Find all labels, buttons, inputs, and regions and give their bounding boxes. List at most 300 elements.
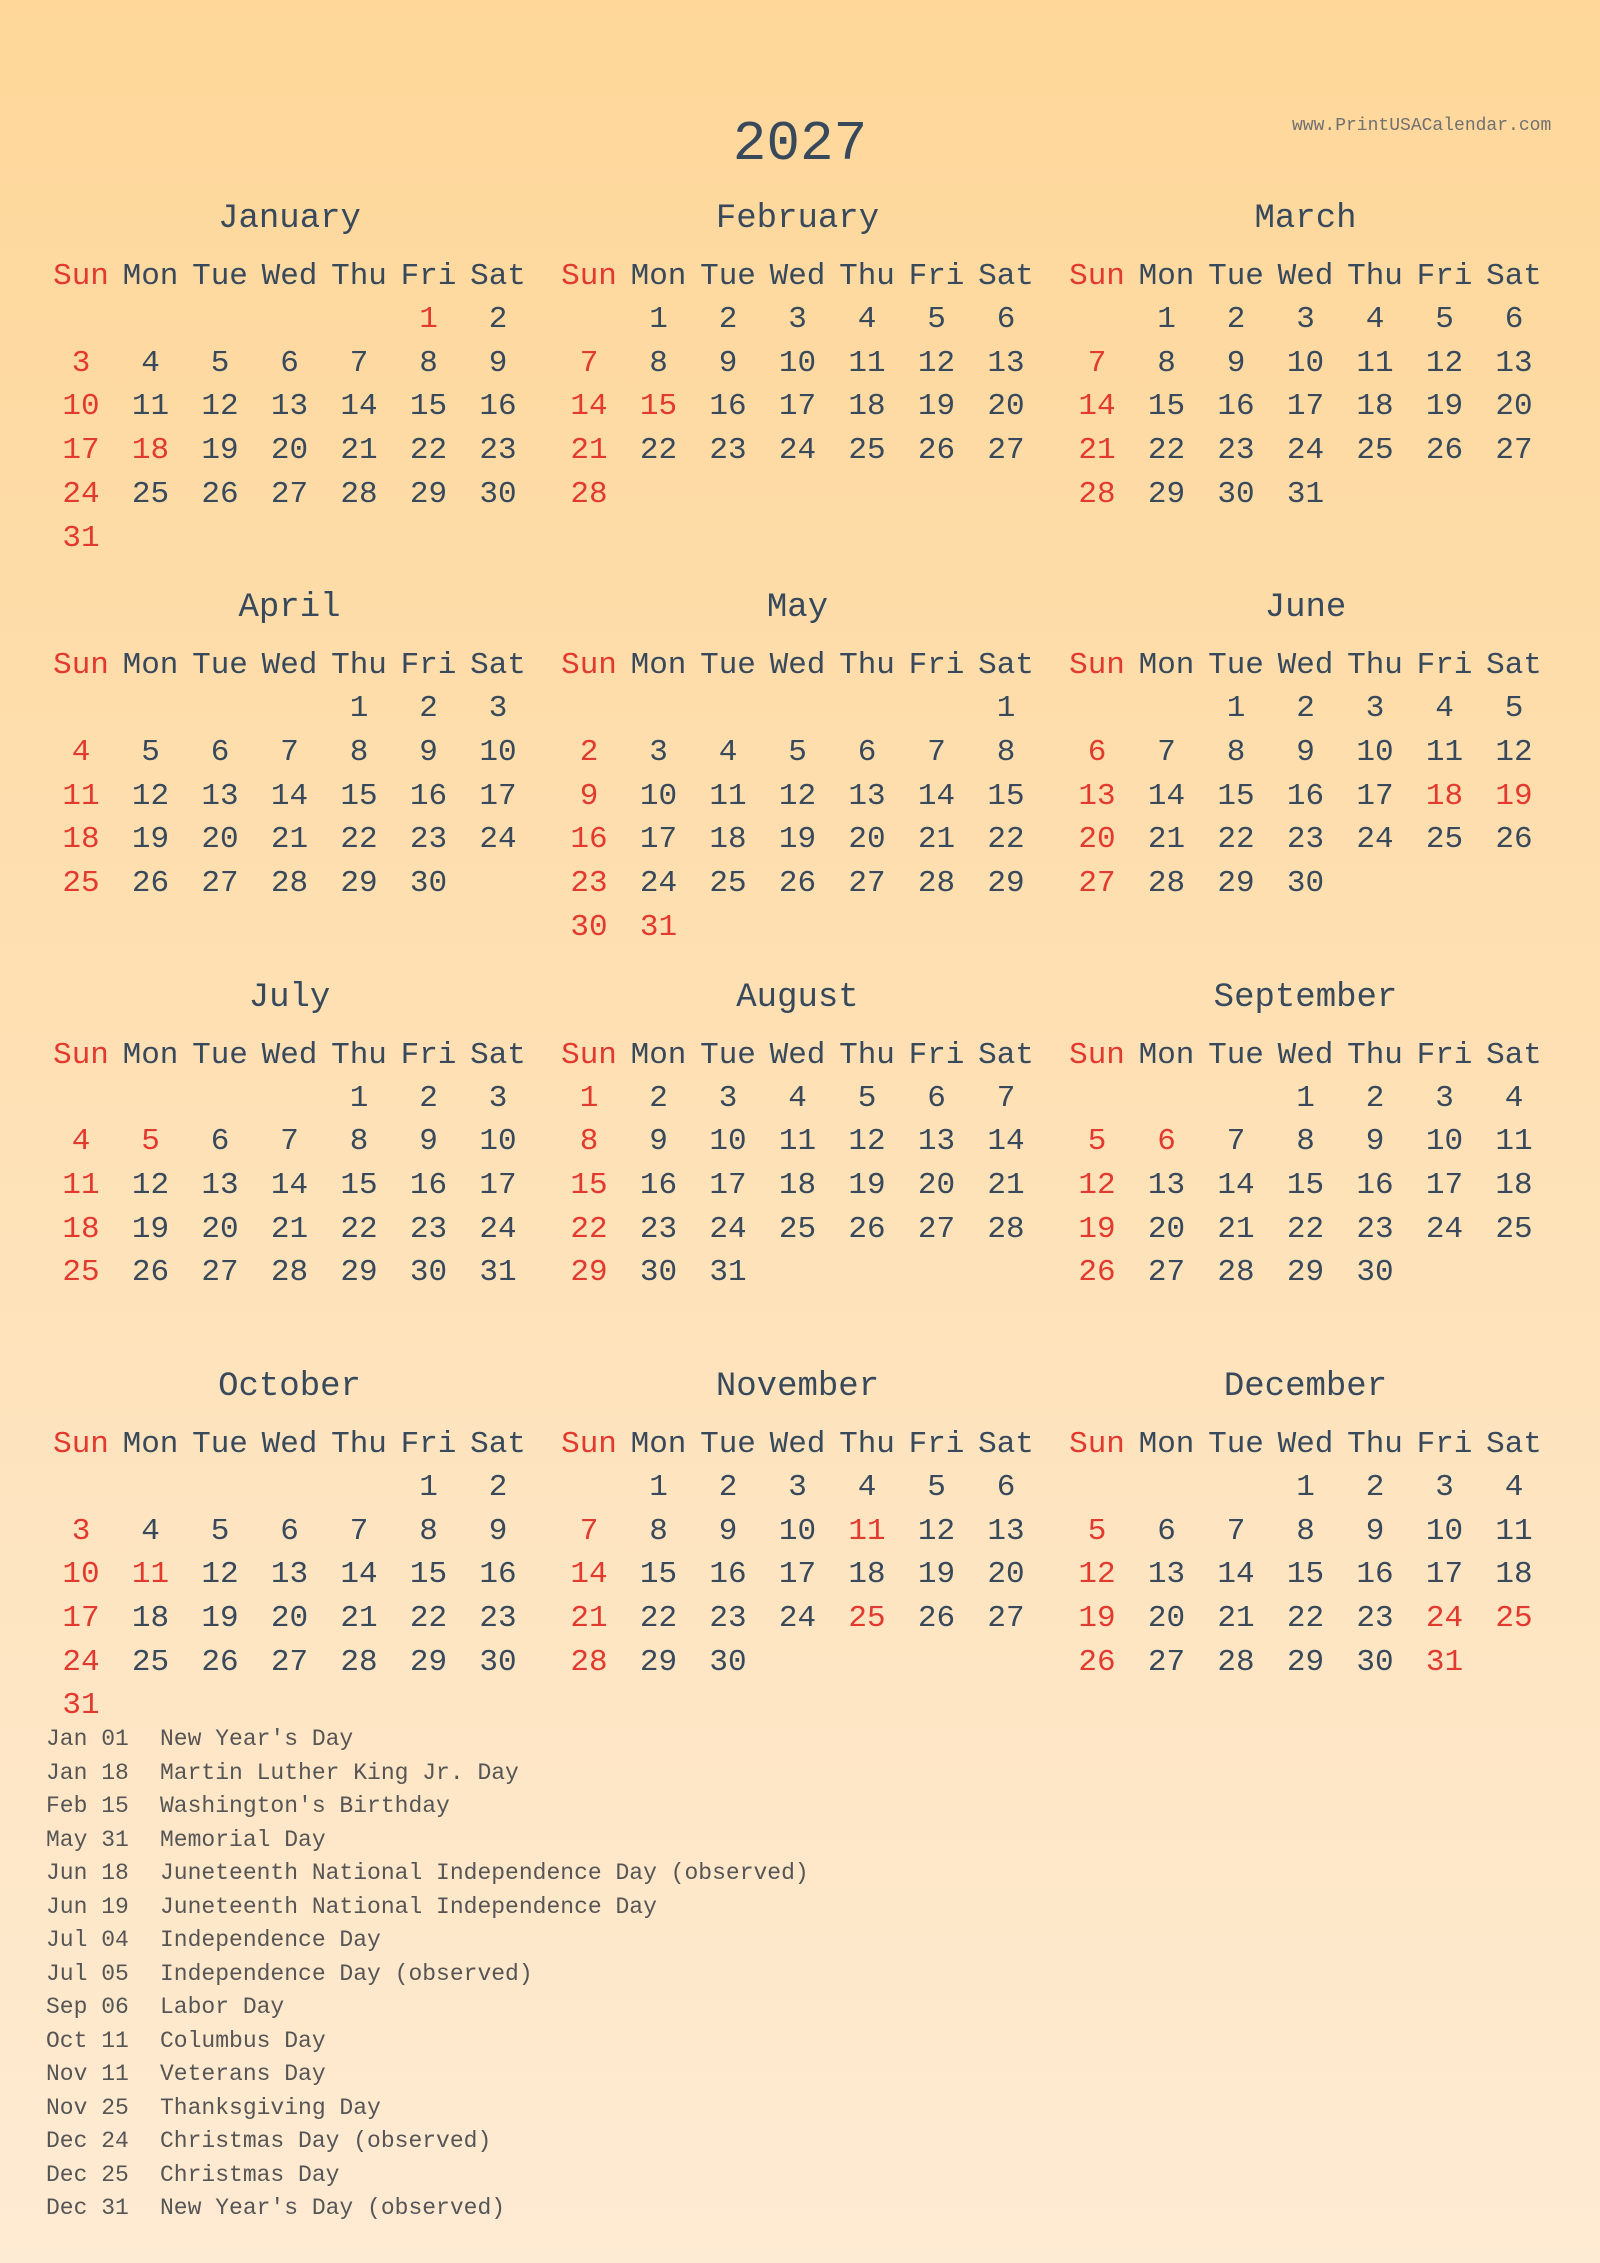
day-cell: 11: [131, 389, 170, 425]
day-cell: 6: [927, 1080, 946, 1116]
day-cell: 11: [709, 778, 747, 814]
weekday-header-fri: Fri: [1416, 1037, 1473, 1073]
weekday-header-sun: Sun: [53, 1426, 109, 1462]
day-cell: 21: [570, 433, 608, 469]
day-cell: 15: [1217, 778, 1255, 814]
day-cell: 10: [1425, 1513, 1464, 1549]
holiday-item: [46, 1724, 926, 1754]
day-cell: 20: [987, 1557, 1025, 1593]
day-cell: 19: [778, 822, 817, 858]
day-cell: 16: [709, 389, 747, 425]
month-october: [46, 1367, 533, 1724]
day-cell: 3: [488, 691, 508, 727]
day-cell: 14: [1217, 1557, 1255, 1593]
day-cell: 21: [1217, 1600, 1255, 1636]
day-cell: 15: [987, 778, 1025, 814]
day-cell: 26: [917, 433, 956, 469]
weekday-header-fri: Fri: [908, 259, 965, 294]
day-cell: 10: [62, 1557, 100, 1593]
day-cell: 21: [340, 433, 378, 469]
day-cell: 20: [201, 1211, 239, 1247]
day-cell: 4: [141, 345, 160, 381]
weekday-header-sun: Sun: [561, 259, 617, 294]
day-cell: 30: [1356, 1255, 1394, 1291]
day-cell: 5: [857, 1080, 877, 1116]
day-cell: 22: [340, 822, 378, 858]
weekday-header-fri: Fri: [400, 1037, 457, 1073]
day-cell: 28: [1217, 1644, 1255, 1680]
day-cell: 31: [62, 520, 100, 556]
day-cell: 13: [201, 1167, 239, 1203]
weekday-header-thu: Thu: [839, 1037, 895, 1073]
weekday-header-sat: Sat: [1486, 648, 1542, 684]
weekday-header-wed: Wed: [769, 648, 826, 684]
day-cell: 10: [709, 1124, 747, 1160]
day-cell: 9: [1226, 345, 1246, 381]
day-cell: 28: [1217, 1255, 1255, 1291]
day-cell: 25: [131, 476, 170, 512]
day-cell: 20: [1078, 822, 1116, 858]
day-cell: 2: [579, 734, 599, 770]
day-cell: 2: [1226, 302, 1246, 337]
holiday-date: Dec 31: [46, 2195, 129, 2221]
month-december: [1062, 1367, 1549, 1707]
day-cell: 16: [570, 822, 608, 858]
day-cell: 12: [1078, 1167, 1116, 1203]
day-cell: 3: [788, 1469, 807, 1505]
holiday-date: Jan 18: [46, 1759, 129, 1786]
day-cell: 17: [479, 1167, 517, 1203]
day-cell: 12: [131, 1167, 170, 1203]
day-cell: 12: [1495, 734, 1533, 770]
day-cell: 30: [409, 866, 448, 902]
day-cell: 16: [1356, 1167, 1394, 1203]
day-cell: 20: [987, 389, 1025, 425]
holiday-name: Independence Day: [160, 1927, 381, 1953]
month-may: [554, 588, 1041, 945]
day-cell: 27: [1078, 866, 1116, 902]
day-cell: 5: [1435, 302, 1454, 337]
day-cell: 17: [1356, 778, 1394, 814]
day-cell: 16: [479, 1557, 517, 1593]
day-cell: 12: [1425, 345, 1464, 381]
day-cell: 21: [270, 822, 309, 858]
weekday-header-tue: Tue: [700, 1037, 756, 1073]
day-cell: 28: [270, 1255, 309, 1291]
weekday-header-thu: Thu: [1347, 259, 1403, 294]
day-cell: 15: [409, 1557, 448, 1593]
day-cell: 23: [709, 433, 747, 469]
day-cell: 29: [1286, 1644, 1325, 1680]
day-cell: 24: [709, 1211, 747, 1247]
day-cell: 3: [788, 302, 807, 337]
day-cell: 15: [570, 1167, 608, 1203]
day-cell: 31: [709, 1255, 747, 1291]
day-cell: 19: [1078, 1600, 1116, 1636]
weekday-header-sat: Sat: [470, 259, 526, 294]
day-cell: 1: [419, 1469, 438, 1505]
day-cell: 4: [857, 1469, 877, 1505]
day-cell: 18: [778, 1167, 817, 1203]
day-cell: 28: [1147, 866, 1186, 902]
day-cell: 4: [1504, 1469, 1524, 1505]
day-cell: 16: [1286, 778, 1325, 814]
day-cell: 5: [788, 734, 807, 770]
day-cell: 11: [1495, 1124, 1533, 1160]
day-cell: 1: [1226, 691, 1246, 727]
month-title: November: [715, 1367, 880, 1406]
day-cell: 2: [1365, 1469, 1385, 1505]
weekday-header-tue: Tue: [192, 1037, 248, 1073]
day-cell: 24: [1356, 822, 1394, 858]
day-cell: 10: [1286, 345, 1325, 381]
day-cell: 18: [1425, 778, 1464, 814]
weekday-header-fri: Fri: [908, 1426, 965, 1462]
day-cell: 7: [1226, 1513, 1246, 1549]
weekday-header-tue: Tue: [192, 1426, 248, 1462]
day-cell: 4: [1504, 1080, 1524, 1116]
holiday-date: Feb 15: [46, 1793, 129, 1819]
day-cell: 24: [1286, 433, 1325, 469]
day-cell: 26: [1078, 1644, 1116, 1680]
month-january: [46, 199, 533, 556]
day-cell: 10: [778, 345, 817, 381]
day-cell: 10: [62, 389, 100, 425]
day-cell: 12: [201, 1557, 239, 1593]
weekday-header-sun: Sun: [53, 648, 109, 684]
day-cell: 18: [131, 433, 170, 469]
holiday-name: New Year's Day: [160, 1726, 354, 1752]
holiday-name: Veterans Day: [160, 2061, 326, 2087]
day-cell: 23: [639, 1211, 678, 1247]
day-cell: 13: [201, 778, 239, 814]
holiday-date: Jul 04: [46, 1927, 129, 1953]
day-cell: 28: [570, 1644, 608, 1680]
weekday-header-fri: Fri: [400, 1426, 457, 1462]
weekday-header-wed: Wed: [261, 1037, 318, 1073]
day-cell: 13: [270, 389, 309, 425]
day-cell: 23: [409, 1211, 448, 1247]
day-cell: 5: [141, 1124, 160, 1160]
day-cell: 14: [1147, 778, 1186, 814]
day-cell: 1: [419, 302, 438, 337]
day-cell: 9: [1365, 1124, 1385, 1160]
day-cell: 18: [848, 389, 886, 425]
weekday-header-thu: Thu: [1347, 648, 1403, 684]
day-cell: 17: [778, 1557, 817, 1593]
day-cell: 29: [639, 1644, 678, 1680]
year-title: 2027: [732, 112, 868, 176]
holiday-date: Sep 06: [46, 1994, 129, 2020]
day-cell: 19: [1495, 778, 1533, 814]
day-cell: 16: [479, 389, 517, 425]
day-cell: 1: [349, 691, 369, 727]
day-cell: 19: [131, 1211, 170, 1247]
day-cell: 17: [479, 778, 517, 814]
holiday-date: Dec 25: [46, 2161, 129, 2188]
weekday-header-sat: Sat: [1486, 1037, 1542, 1073]
holiday-date: May 31: [46, 1826, 129, 1853]
weekday-header-tue: Tue: [1208, 1037, 1264, 1073]
weekday-header-sat: Sat: [1486, 259, 1542, 294]
weekday-header-mon: Mon: [122, 1426, 179, 1462]
day-cell: 23: [1286, 822, 1325, 858]
day-cell: 11: [62, 778, 100, 814]
day-cell: 20: [917, 1167, 956, 1203]
day-cell: 3: [71, 1513, 91, 1549]
weekday-header-mon: Mon: [1138, 1426, 1195, 1462]
day-cell: 28: [340, 476, 378, 512]
day-cell: 9: [579, 778, 599, 814]
day-cell: 17: [62, 433, 100, 469]
day-cell: 21: [987, 1167, 1025, 1203]
day-cell: 5: [210, 345, 230, 381]
weekday-header-thu: Thu: [839, 1426, 895, 1462]
holiday-date: Jan 01: [46, 1726, 129, 1752]
day-cell: 6: [1157, 1124, 1176, 1160]
day-cell: 7: [927, 734, 946, 770]
month-april: [46, 588, 533, 928]
weekday-header-thu: Thu: [331, 1037, 387, 1073]
day-cell: 6: [1157, 1513, 1176, 1549]
day-cell: 30: [639, 1255, 678, 1291]
weekday-header-sat: Sat: [470, 648, 526, 684]
day-cell: 11: [1495, 1513, 1533, 1549]
day-cell: 25: [1425, 822, 1464, 858]
day-cell: 26: [1425, 433, 1464, 469]
day-cell: 6: [280, 1513, 299, 1549]
day-cell: 25: [1495, 1600, 1533, 1636]
month-title: April: [238, 589, 341, 628]
day-cell: 9: [718, 1513, 738, 1549]
day-cell: 8: [1296, 1513, 1315, 1549]
day-cell: 8: [349, 1124, 369, 1160]
day-cell: 8: [996, 734, 1016, 770]
day-cell: 5: [1504, 691, 1524, 727]
day-cell: 19: [201, 433, 239, 469]
holiday-item: [46, 2160, 926, 2190]
holiday-name: Labor Day: [160, 1994, 285, 2020]
day-cell: 7: [280, 1124, 299, 1160]
website-url: www.PrintUSACalendar.com: [1292, 116, 1552, 136]
holiday-item: [46, 2093, 926, 2123]
day-cell: 22: [639, 433, 678, 469]
weekday-header-fri: Fri: [400, 259, 457, 294]
day-cell: 22: [1217, 822, 1255, 858]
day-cell: 12: [131, 778, 170, 814]
weekday-header-wed: Wed: [769, 1037, 826, 1073]
day-cell: 25: [848, 1600, 886, 1636]
day-cell: 15: [1286, 1557, 1325, 1593]
day-cell: 11: [848, 345, 886, 381]
day-cell: 24: [778, 433, 817, 469]
weekday-header-wed: Wed: [1277, 1037, 1334, 1073]
day-cell: 7: [349, 1513, 369, 1549]
day-cell: 12: [201, 389, 239, 425]
day-cell: 29: [1217, 866, 1255, 902]
day-cell: 27: [201, 1255, 239, 1291]
day-cell: 30: [409, 1255, 448, 1291]
day-cell: 27: [987, 433, 1025, 469]
day-cell: 17: [639, 822, 678, 858]
day-cell: 16: [409, 1167, 448, 1203]
day-cell: 28: [917, 866, 956, 902]
day-cell: 3: [1435, 1469, 1454, 1505]
day-cell: 3: [1435, 1080, 1454, 1116]
day-cell: 1: [1157, 302, 1176, 337]
month-title: December: [1223, 1367, 1388, 1406]
day-cell: 10: [479, 1124, 517, 1160]
holiday-item: [46, 1992, 926, 2022]
holiday-name: Independence Day (observed): [160, 1960, 533, 1987]
day-cell: 16: [1356, 1557, 1394, 1593]
weekday-header-tue: Tue: [700, 259, 756, 294]
day-cell: 8: [419, 345, 438, 381]
day-cell: 27: [1147, 1255, 1186, 1291]
day-cell: 19: [917, 389, 956, 425]
day-cell: 3: [71, 345, 91, 381]
weekday-header-sat: Sat: [470, 1426, 526, 1462]
day-cell: 6: [996, 302, 1016, 337]
day-cell: 31: [479, 1255, 517, 1291]
month-title: October: [218, 1367, 361, 1406]
weekday-header-sat: Sat: [1486, 1426, 1542, 1462]
day-cell: 15: [1286, 1167, 1325, 1203]
holiday-name: Washington's Birthday: [160, 1793, 450, 1819]
day-cell: 13: [1495, 345, 1533, 381]
holiday-item: [46, 1925, 926, 1955]
day-cell: 30: [1217, 476, 1255, 512]
day-cell: 1: [996, 691, 1016, 727]
day-cell: 1: [649, 1469, 668, 1505]
weekday-header-tue: Tue: [192, 648, 248, 684]
day-cell: 8: [1226, 734, 1246, 770]
holiday-item: [46, 2193, 926, 2223]
day-cell: 2: [718, 302, 738, 337]
day-cell: 8: [1157, 345, 1176, 381]
holiday-list: [46, 1724, 946, 2224]
day-cell: 13: [917, 1124, 956, 1160]
weekday-header-wed: Wed: [769, 259, 826, 294]
holiday-item: [46, 1758, 926, 1788]
day-cell: 22: [987, 822, 1025, 858]
day-cell: 17: [1286, 389, 1325, 425]
weekday-header-mon: Mon: [122, 648, 179, 684]
day-cell: 14: [570, 1557, 608, 1593]
weekday-header-tue: Tue: [1208, 648, 1264, 684]
day-cell: 2: [718, 1469, 738, 1505]
holiday-item: [46, 1825, 926, 1855]
holiday-name: Christmas Day: [160, 2161, 340, 2188]
day-cell: 9: [1296, 734, 1315, 770]
day-cell: 30: [479, 1644, 517, 1680]
day-cell: 18: [131, 1600, 170, 1636]
day-cell: 14: [270, 778, 309, 814]
day-cell: 5: [1087, 1513, 1107, 1549]
day-cell: 20: [270, 433, 309, 469]
day-cell: 14: [1217, 1167, 1255, 1203]
day-cell: 4: [857, 302, 877, 337]
day-cell: 2: [1296, 691, 1315, 727]
weekday-header-thu: Thu: [1347, 1426, 1403, 1462]
month-september: [1062, 978, 1549, 1318]
day-cell: 12: [917, 1513, 956, 1549]
weekday-header-tue: Tue: [1208, 259, 1264, 294]
day-cell: 2: [1365, 1080, 1385, 1116]
day-cell: 16: [1217, 389, 1255, 425]
month-title: March: [1254, 200, 1357, 238]
day-cell: 17: [709, 1167, 747, 1203]
day-cell: 25: [709, 866, 747, 902]
holiday-item: [46, 1791, 926, 1821]
day-cell: 11: [131, 1557, 170, 1593]
day-cell: 21: [340, 1600, 378, 1636]
day-cell: 15: [639, 1557, 678, 1593]
day-cell: 7: [280, 734, 299, 770]
day-cell: 8: [649, 1513, 668, 1549]
weekday-header-sun: Sun: [1069, 648, 1125, 684]
month-title: July: [248, 978, 331, 1017]
holiday-date: Jun 19: [46, 1893, 129, 1920]
weekday-header-fri: Fri: [908, 648, 965, 684]
day-cell: 13: [1147, 1167, 1186, 1203]
day-cell: 2: [488, 1469, 508, 1505]
day-cell: 10: [1356, 734, 1394, 770]
day-cell: 4: [718, 734, 738, 770]
weekday-header-wed: Wed: [261, 648, 318, 684]
day-cell: 24: [62, 1644, 100, 1680]
weekday-header-mon: Mon: [630, 1426, 687, 1462]
day-cell: 18: [848, 1557, 886, 1593]
day-cell: 18: [62, 1211, 100, 1247]
day-cell: 20: [848, 822, 886, 858]
weekday-header-tue: Tue: [700, 648, 756, 684]
day-cell: 25: [62, 1255, 100, 1291]
weekday-header-wed: Wed: [261, 1426, 318, 1462]
day-cell: 5: [1087, 1124, 1107, 1160]
day-cell: 1: [579, 1080, 599, 1116]
day-cell: 27: [987, 1600, 1025, 1636]
day-cell: 23: [709, 1600, 747, 1636]
day-cell: 17: [1425, 1557, 1464, 1593]
weekday-header-mon: Mon: [1138, 259, 1195, 294]
day-cell: 27: [1147, 1644, 1186, 1680]
weekday-header-thu: Thu: [331, 259, 387, 294]
day-cell: 2: [488, 302, 508, 337]
day-cell: 31: [1425, 1644, 1464, 1680]
day-cell: 24: [1425, 1211, 1464, 1247]
day-cell: 5: [927, 302, 946, 337]
day-cell: 31: [639, 909, 678, 945]
day-cell: 20: [1147, 1600, 1186, 1636]
holiday-date: Jul 05: [46, 1960, 129, 1987]
day-cell: 15: [340, 1167, 378, 1203]
day-cell: 1: [349, 1080, 369, 1116]
holiday-date: Oct 11: [46, 2027, 129, 2054]
holiday-item: [46, 1892, 926, 1922]
weekday-header-mon: Mon: [630, 259, 687, 294]
day-cell: 18: [1356, 389, 1394, 425]
day-cell: 4: [71, 734, 91, 770]
day-cell: 13: [1147, 1557, 1186, 1593]
day-cell: 18: [62, 822, 100, 858]
month-july: [46, 978, 533, 1318]
day-cell: 30: [1286, 866, 1325, 902]
day-cell: 14: [570, 389, 608, 425]
weekday-header-sun: Sun: [561, 1426, 617, 1462]
weekday-header-mon: Mon: [630, 1037, 687, 1073]
day-cell: 3: [1365, 691, 1385, 727]
